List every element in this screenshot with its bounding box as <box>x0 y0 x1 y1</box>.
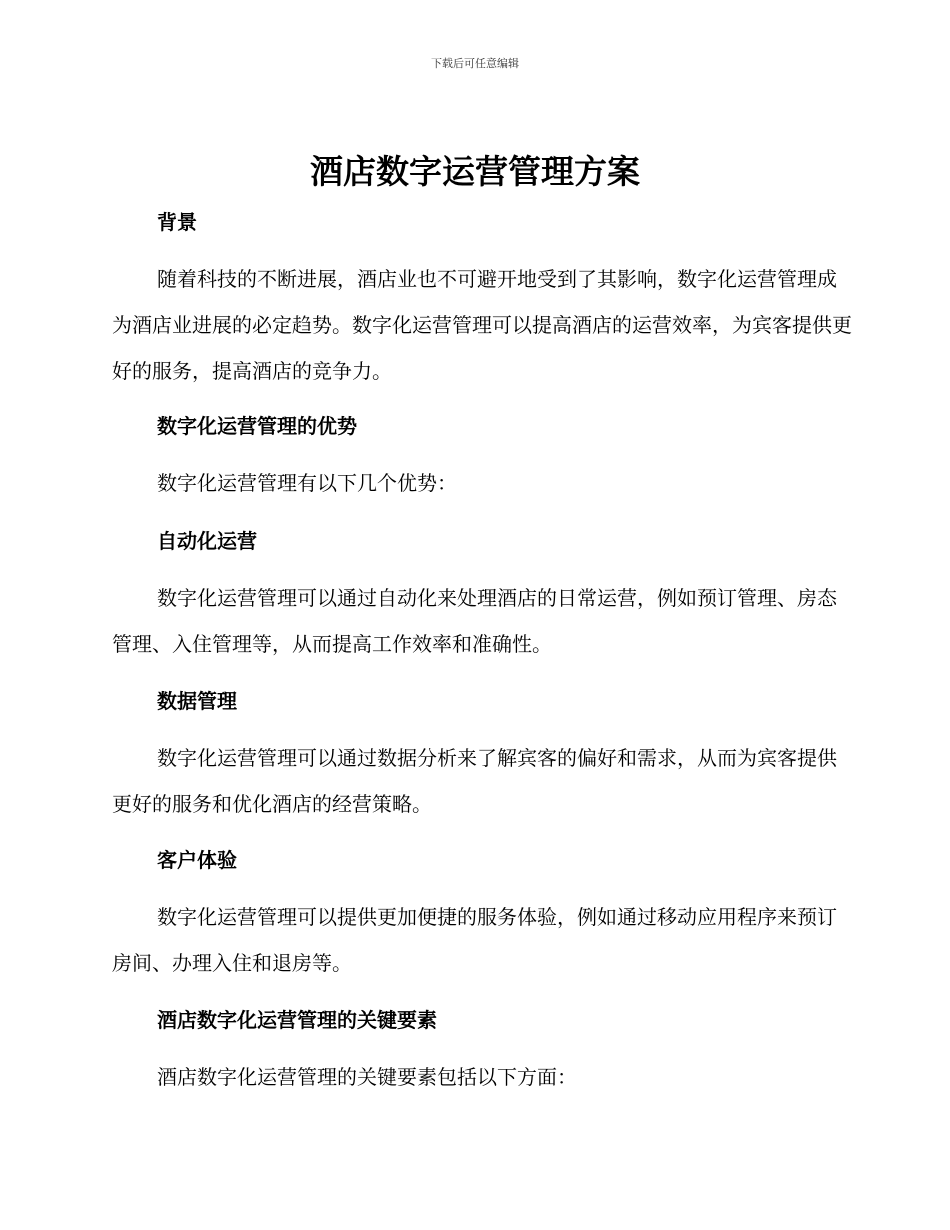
section-heading-key-elements: 酒店数字化运营管理的关键要素 <box>157 1008 437 1032</box>
section-heading-data-management: 数据管理 <box>157 689 237 713</box>
document-title: 酒店数字运营管理方案 <box>310 152 640 191</box>
header-note: 下载后可任意编辑 <box>431 57 519 70</box>
section-heading-advantages: 数字化运营管理的优势 <box>157 414 357 438</box>
paragraph-advantages: 数字化运营管理有以下几个优势： <box>157 471 457 495</box>
paragraph-background: 随着科技的不断进展，酒店业也不可避开地受到了其影响，数字化运营管理成为酒店业进展的必定趋势。数字化运营管理可以提高酒店的运营效率，为宾客提供更好的服务，提高酒店的竞争力。 <box>112 267 852 383</box>
paragraph-data-management: 数字化运营管理可以通过数据分析来了解宾客的偏好和需求，从而为宾客提供更好的服务和优化酒店的经营策略。 <box>112 746 837 816</box>
section-heading-customer-experience: 客户体验 <box>157 848 237 872</box>
section-heading-background: 背景 <box>157 210 197 234</box>
section-heading-automation: 自动化运营 <box>157 529 257 553</box>
paragraph-automation: 数字化运营管理可以通过自动化来处理酒店的日常运营，例如预订管理、房态管理、入住管理等，从而提高工作效率和准确性。 <box>112 586 837 656</box>
paragraph-customer-experience: 数字化运营管理可以提供更加便捷的服务体验，例如通过移动应用程序来预订房间、办理入住和退房等。 <box>112 905 837 975</box>
paragraph-key-elements: 酒店数字化运营管理的关键要素包括以下方面： <box>157 1065 577 1089</box>
